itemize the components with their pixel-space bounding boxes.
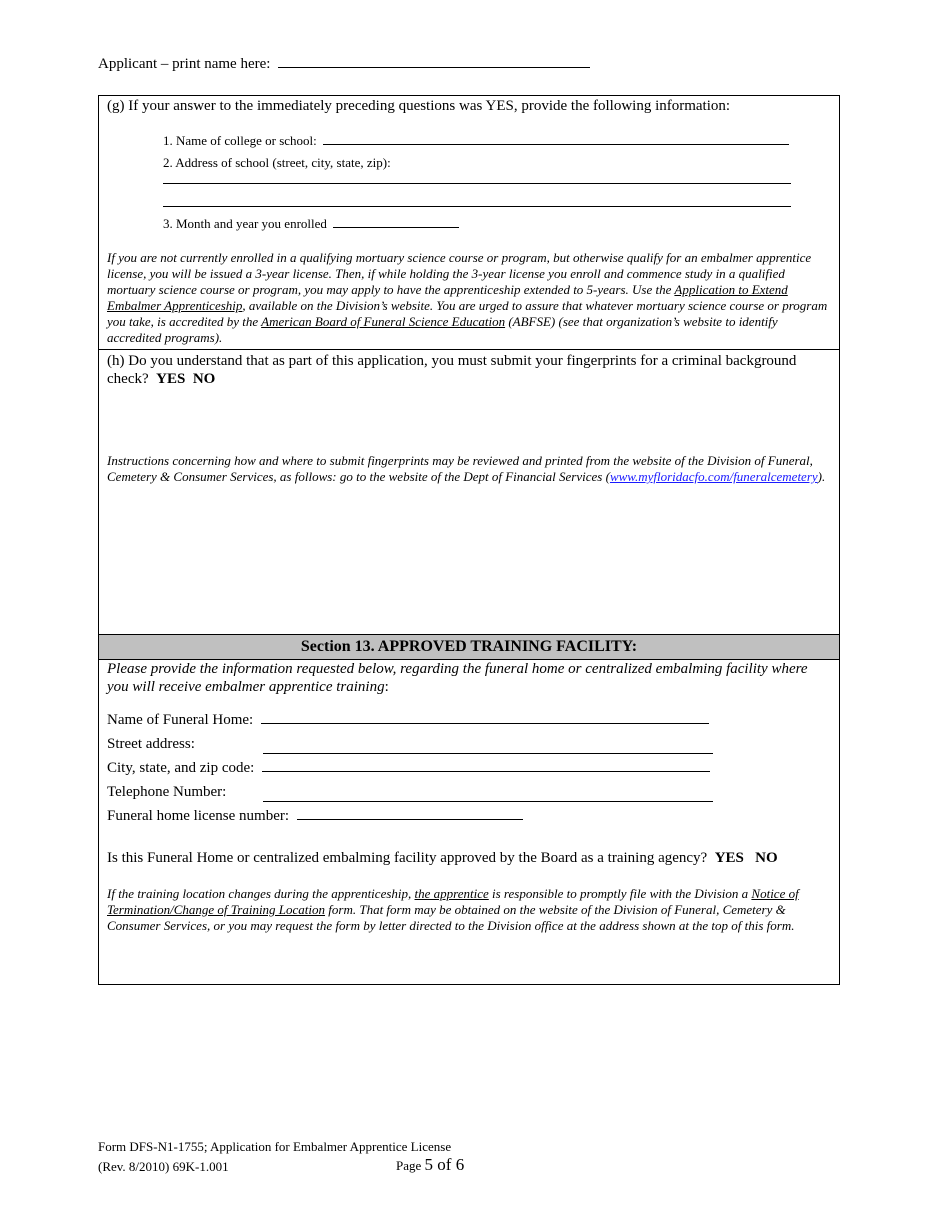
footer-page-number bbox=[396, 1155, 464, 1175]
fingerprint-instructions-end: ). bbox=[817, 469, 826, 484]
g-note-text-1: If you are not currently enrolled in a qualifying mortuary science course or program, but otherwise qualify for an embalmer apprentice license, you will be issued a 3-year license. Then, if while holding the 3-year license you enroll and commence study in a qualified mortuary science course or program, you may apply to have the apprenticeship extended to 5-years. Use the bbox=[107, 250, 812, 297]
city-state-zip-field[interactable] bbox=[262, 771, 710, 772]
g-item2-label: 2. Address of school (street, city, state, zip): bbox=[163, 155, 391, 170]
g-note bbox=[107, 250, 832, 346]
training-note-text-2: is responsible to promptly file with the Division a bbox=[488, 886, 752, 901]
training-note-text-3: form. That form may be obtained on the website of the Division of Funeral, Cemetery & Consumer Services, or you may request the form by letter directed to the Division office at the address shown at the top of this form. bbox=[107, 902, 795, 933]
question-g-intro: (g) If your answer to the immediately preceding questions was YES, provide the following information: bbox=[107, 98, 731, 114]
training-note-apprentice: the apprentice bbox=[414, 886, 489, 901]
telephone-row bbox=[107, 784, 226, 801]
enrolled-date-field[interactable] bbox=[333, 227, 459, 228]
g-item-enrolled bbox=[163, 216, 459, 232]
applicant-name-row bbox=[98, 56, 590, 73]
question-h bbox=[107, 352, 832, 388]
form-box bbox=[98, 95, 840, 985]
g-note-text-2: , available on the Division’s website. You are urged to assure that whatever mortuary science course or program you take, is accredited by the bbox=[107, 298, 828, 329]
g-note-text-3: (ABFSE) (see that organization’s website to identify accredited programs). bbox=[107, 314, 778, 345]
street-address-label: Street address: bbox=[107, 736, 195, 752]
page-label: Page bbox=[396, 1158, 422, 1173]
telephone-field[interactable] bbox=[263, 800, 713, 802]
g-item3-label: 3. Month and year you enrolled bbox=[163, 216, 327, 231]
question-h-text: (h) Do you understand that as part of this application, you must submit your fingerprints for a criminal background check? bbox=[107, 353, 797, 387]
fingerprint-instructions bbox=[107, 453, 832, 485]
g-item-school-name bbox=[163, 133, 789, 149]
section-13-intro-text: Please provide the information requested below, regarding the funeral home or centralized embalming facility where you will receive embalmer apprentice training bbox=[107, 661, 808, 695]
section-13-header: Section 13. APPROVED TRAINING FACILITY: bbox=[99, 634, 839, 660]
telephone-label: Telephone Number: bbox=[107, 784, 227, 800]
school-name-field[interactable] bbox=[323, 144, 789, 145]
funeral-home-name-label: Name of Funeral Home: bbox=[107, 712, 254, 728]
fingerprint-instructions-text: Instructions concerning how and where to submit fingerprints may be reviewed and printed from the website of the Division of Funeral, Cemetery & Consumer Services, as follows: go to the website of the Dept of Financial Services ( bbox=[107, 453, 813, 484]
approved-yes-option[interactable]: YES bbox=[714, 850, 744, 866]
page-of: 5 of 6 bbox=[424, 1155, 465, 1174]
section-13-intro bbox=[107, 660, 832, 696]
abfse-link: American Board of Funeral Science Education bbox=[261, 314, 506, 329]
funeral-home-name-field[interactable] bbox=[261, 723, 709, 724]
school-address-line-2[interactable] bbox=[163, 205, 791, 207]
training-location-note bbox=[107, 886, 832, 934]
extend-apprenticeship-link: Application to Extend Embalmer Apprenticeship bbox=[107, 282, 788, 313]
street-address-field[interactable] bbox=[263, 752, 713, 754]
h-yes-option[interactable]: YES bbox=[156, 371, 186, 387]
school-address-line-1[interactable] bbox=[163, 182, 791, 184]
dfs-website-link[interactable]: www.myfloridacfo.com/funeralcemetery bbox=[609, 469, 818, 484]
city-state-zip-label: City, state, and zip code: bbox=[107, 760, 255, 776]
approved-question-text: Is this Funeral Home or centralized embalming facility approved by the Board as a training agency? bbox=[107, 850, 708, 866]
approved-no-option[interactable]: NO bbox=[755, 850, 778, 866]
approved-question-row bbox=[107, 850, 778, 867]
applicant-name-label: Applicant – print name here: bbox=[98, 56, 271, 72]
divider-g-h bbox=[99, 349, 839, 350]
city-state-zip-row bbox=[107, 760, 710, 777]
section-13-intro-colon: : bbox=[384, 679, 389, 695]
license-number-label: Funeral home license number: bbox=[107, 808, 290, 824]
footer-form-line: Form DFS-N1-1755; Application for Embalmer Apprentice License bbox=[98, 1139, 452, 1154]
termination-form-name: Notice of Termination/Change of Training Location bbox=[107, 886, 799, 917]
g-item1-label: 1. Name of college or school: bbox=[163, 133, 317, 148]
h-no-option[interactable]: NO bbox=[192, 371, 216, 387]
footer-rev-line: (Rev. 8/2010) 69K-1.001 bbox=[98, 1159, 229, 1174]
street-address-row bbox=[107, 736, 195, 753]
license-number-row bbox=[107, 808, 523, 825]
funeral-home-name-row bbox=[107, 712, 709, 729]
applicant-name-field[interactable] bbox=[278, 67, 590, 68]
license-number-field[interactable] bbox=[297, 819, 523, 820]
training-note-text-1: If the training location changes during the apprenticeship, bbox=[107, 886, 415, 901]
